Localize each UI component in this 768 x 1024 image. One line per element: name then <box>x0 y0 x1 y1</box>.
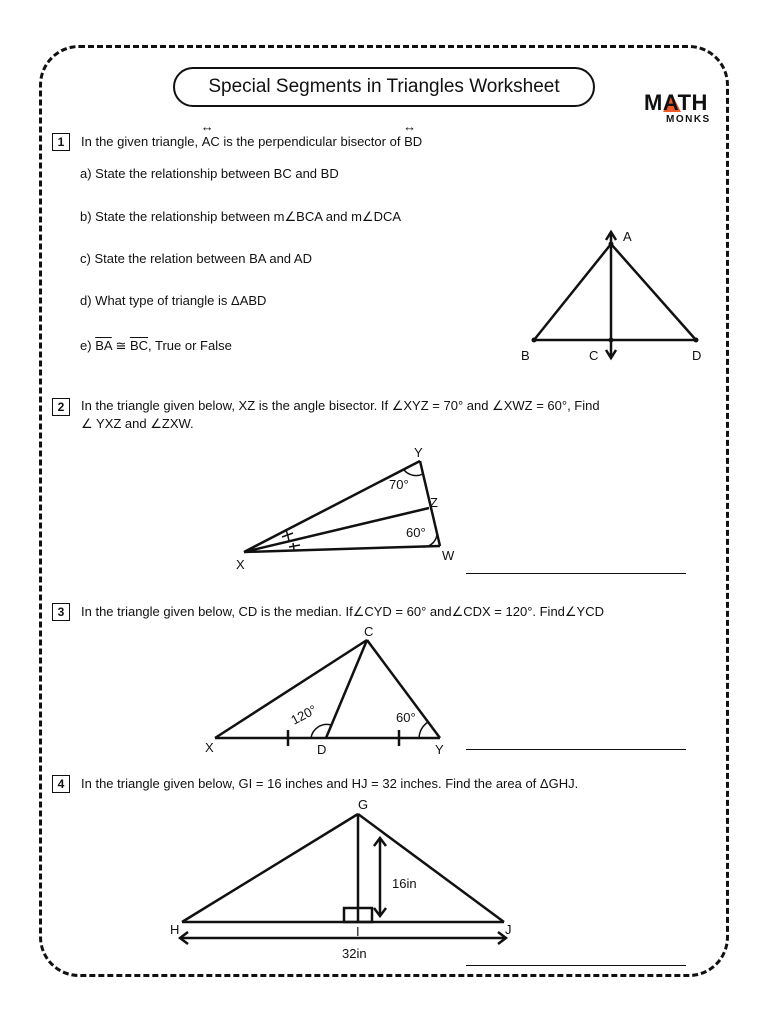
label-b: B <box>521 348 530 363</box>
base-label: 32in <box>342 946 367 961</box>
question-2-text-line-1: In the triangle given below, XZ is the angle bisector. If ∠XYZ = 70° and ∠XWZ = 60°, Find <box>81 398 600 413</box>
angle-60-label: 60° <box>396 710 416 725</box>
angle-60-label: 60° <box>406 525 426 540</box>
line-arrow-icon: ↔ <box>200 119 214 134</box>
line-ac-label: AC <box>201 134 220 149</box>
logo-math-text: MATH <box>644 90 708 115</box>
q1-text-end: is the perpendicular bisector of <box>223 134 401 149</box>
label-d: D <box>692 348 702 363</box>
answer-line-4 <box>466 965 686 966</box>
height-label: 16in <box>392 876 417 891</box>
label-i: I <box>356 924 360 939</box>
line-arrow-icon: ↔ <box>403 119 417 134</box>
label-j: J <box>505 922 512 937</box>
segment-bc: $\overline{BC}$ <box>129 338 149 353</box>
label-y: Y <box>435 742 444 757</box>
label-d: D <box>317 742 327 757</box>
q1-part-b: b) State the relationship between m∠BCA and m∠DCA <box>80 209 402 224</box>
line-bd-label: BD <box>404 134 423 149</box>
angle-70-label: 70° <box>389 477 409 492</box>
q1-part-d: d) What type of triangle is ΔABD <box>80 293 267 308</box>
question-4-text: In the triangle given below, GI = 16 inches and HJ = 32 inches. Find the area of ΔGHJ. <box>81 776 579 791</box>
question-number-3: 3 <box>52 603 70 621</box>
question-2-text-line-2: ∠ YXZ and ∠ZXW. <box>81 416 194 431</box>
segment-ba: $\overline{BA}$ <box>95 338 112 353</box>
title-text: Special Segments in Triangles Worksheet <box>208 76 560 97</box>
label-c: C <box>364 624 374 639</box>
label-g: G <box>358 797 369 812</box>
logo-monks-text: MONKS <box>666 114 711 125</box>
q1-part-e-prefix: e) <box>80 338 92 353</box>
angle-120-label: 120° <box>288 701 320 728</box>
question-number-2: 2 <box>52 398 70 416</box>
label-z: Z <box>430 495 438 510</box>
label-x: X <box>205 740 214 755</box>
q1-part-c: c) State the relation between BA and AD <box>80 251 312 266</box>
congruent-symbol: ≅ <box>115 338 127 353</box>
question-number-4: 4 <box>52 775 70 793</box>
question-3-text: In the triangle given below, CD is the median. If∠CYD = 60° and∠CDX = 120°. Find∠YCD <box>81 604 605 619</box>
label-a: A <box>623 229 632 244</box>
label-c: C <box>589 348 599 363</box>
label-w: W <box>442 548 455 563</box>
label-h: H <box>170 922 180 937</box>
label-x: X <box>236 557 245 572</box>
q1-part-a: a) State the relationship between BC and BD <box>80 166 339 181</box>
q1-text-start: In the given triangle, <box>81 134 199 149</box>
question-number-1: 1 <box>52 133 70 151</box>
q1-part-e-suffix: , True or False <box>148 338 232 353</box>
label-y: Y <box>414 445 423 460</box>
